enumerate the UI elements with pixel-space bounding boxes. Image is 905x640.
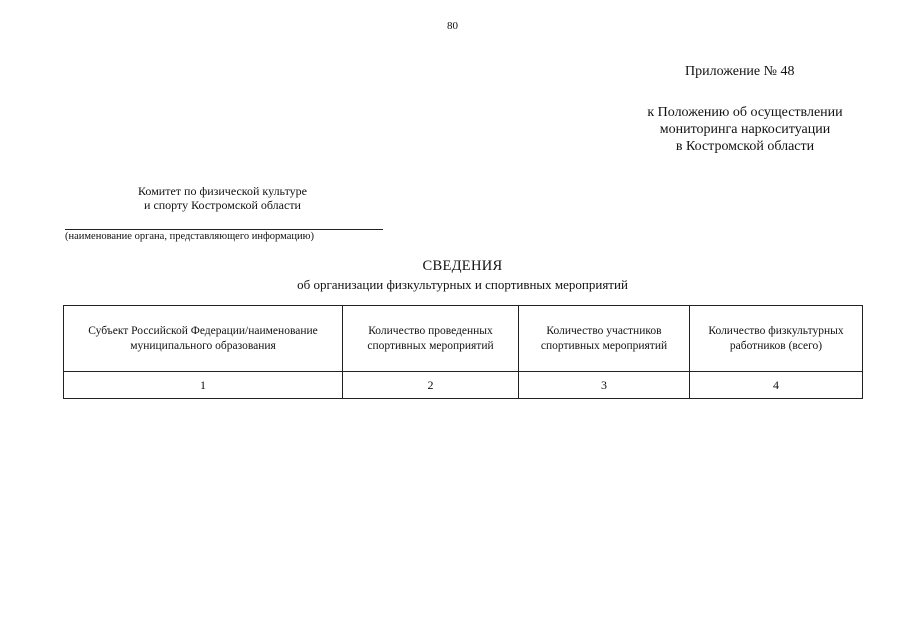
header-workers-count-line: Количество физкультурных xyxy=(708,324,844,337)
organization-caption: (наименование органа, представляющего информацию) xyxy=(65,231,314,242)
organization-name-line: и спорту Костромской области xyxy=(144,198,301,212)
column-number-cell: 1 xyxy=(64,372,343,399)
regulation-reference xyxy=(600,104,890,155)
header-subject-line: муниципального образования xyxy=(130,339,276,352)
header-participants-count-line: Количество участников xyxy=(546,324,662,337)
header-participants-count-line: спортивных мероприятий xyxy=(540,339,668,352)
header-subject xyxy=(64,306,343,372)
document-title: СВЕДЕНИЯ xyxy=(422,258,503,274)
header-events-count xyxy=(343,306,519,372)
regulation-reference-line: мониторинга наркоситуации xyxy=(659,122,831,137)
header-events-count-line: Количество проведенных xyxy=(368,324,493,337)
header-workers-count xyxy=(690,306,863,372)
column-number-cell: 4 xyxy=(690,372,863,399)
header-workers-count-line: работников (всего) xyxy=(729,339,823,352)
header-events-count-line: спортивных мероприятий xyxy=(367,339,494,352)
report-table xyxy=(63,305,863,399)
table-header-row xyxy=(64,306,863,372)
header-participants-count xyxy=(519,306,690,372)
table-row xyxy=(64,372,863,399)
organization-name xyxy=(60,184,385,212)
organization-name-line: Комитет по физической культуре xyxy=(138,184,307,198)
regulation-reference-line: в Костромской области xyxy=(675,139,815,154)
header-subject-line: Субъект Российской Федерации/наименование xyxy=(88,324,318,337)
column-number-cell: 2 xyxy=(343,372,519,399)
regulation-reference-line: к Положению об осуществлении xyxy=(647,105,843,120)
column-number-cell: 3 xyxy=(519,372,690,399)
appendix-title: Приложение № 48 xyxy=(685,64,795,79)
document-subtitle: об организации физкультурных и спортивных мероприятий xyxy=(297,277,628,292)
organization-underline xyxy=(65,229,383,230)
page-number: 80 xyxy=(447,20,458,32)
